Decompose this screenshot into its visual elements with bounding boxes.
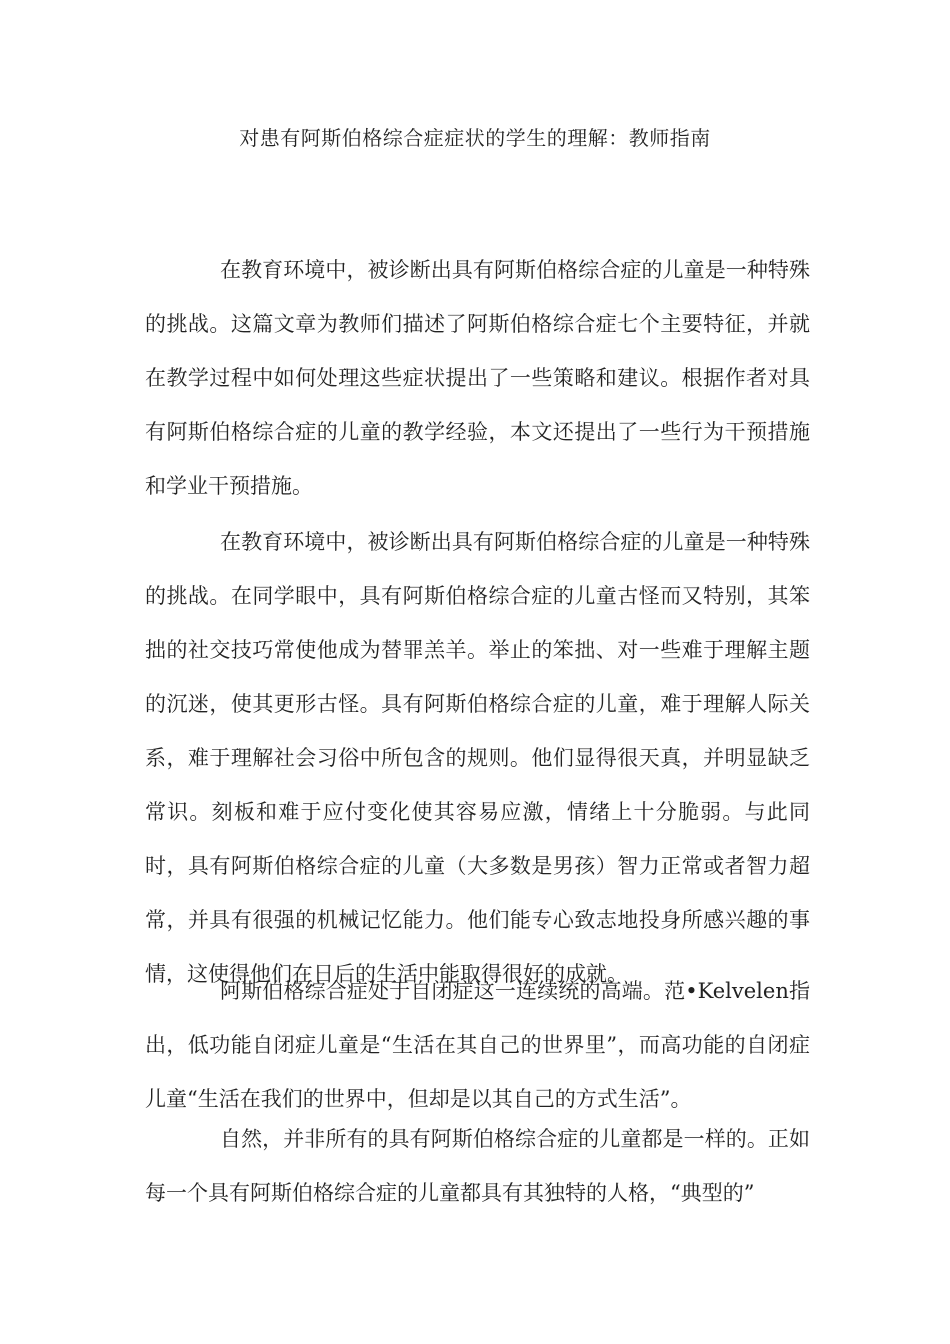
paragraph-introduction: 在教育环境中，被诊断出具有阿斯伯格综合症的儿童是一种特殊的挑战。在同学眼中，具有阿斯伯格综合症的儿童古怪而又特别，其笨拙的社交技巧常使他成为替罪羔羊。举止的笨拙、对一些难于理解主题的沉迷，使其更形古怪。具有阿斯伯格综合症的儿童，难于理解人际关系，难于理解社会习俗中所包含的规则。他们显得很天真，并明显缺乏常识。刻板和难于应付变化使其容易应激，情绪上十分脆弱。与此同时，具有阿斯伯格综合症的儿童（大多数是男孩）智力正常或者智力超常，并具有很强的机械记忆能力。他们能专心致志地投身所感兴趣的事情，这使得他们在日后的生活中能取得很好的成就。 — [145, 530, 810, 986]
document-title: 对患有阿斯伯格综合症症状的学生的理解：教师指南 — [239, 126, 711, 150]
paragraph-abstract: 在教育环境中，被诊断出具有阿斯伯格综合症的儿童是一种特殊的挑战。这篇文章为教师们描述了阿斯伯格综合症七个主要特征，并就在教学过程中如何处理这些症状提出了一些策略和建议。根据作者对具有阿斯伯格综合症的儿童的教学经验，本文还提出了一些行为干预措施和学业干预措施。 — [145, 258, 810, 498]
paragraph-autism-spectrum: 阿斯伯格综合症处于自闭症这一连续统的高端。范•Kelvelen指出，低功能自闭症儿童是“生活在其自己的世界里”，而高功能的自闭症儿童“生活在我们的世界中，但却是以其自己的方式生活”。 — [145, 979, 810, 1111]
paragraph-individual-differences: 自然，并非所有的具有阿斯伯格综合症的儿童都是一样的。正如每一个具有阿斯伯格综合症的儿童都具有其独特的人格，“典型的” — [145, 1127, 810, 1205]
